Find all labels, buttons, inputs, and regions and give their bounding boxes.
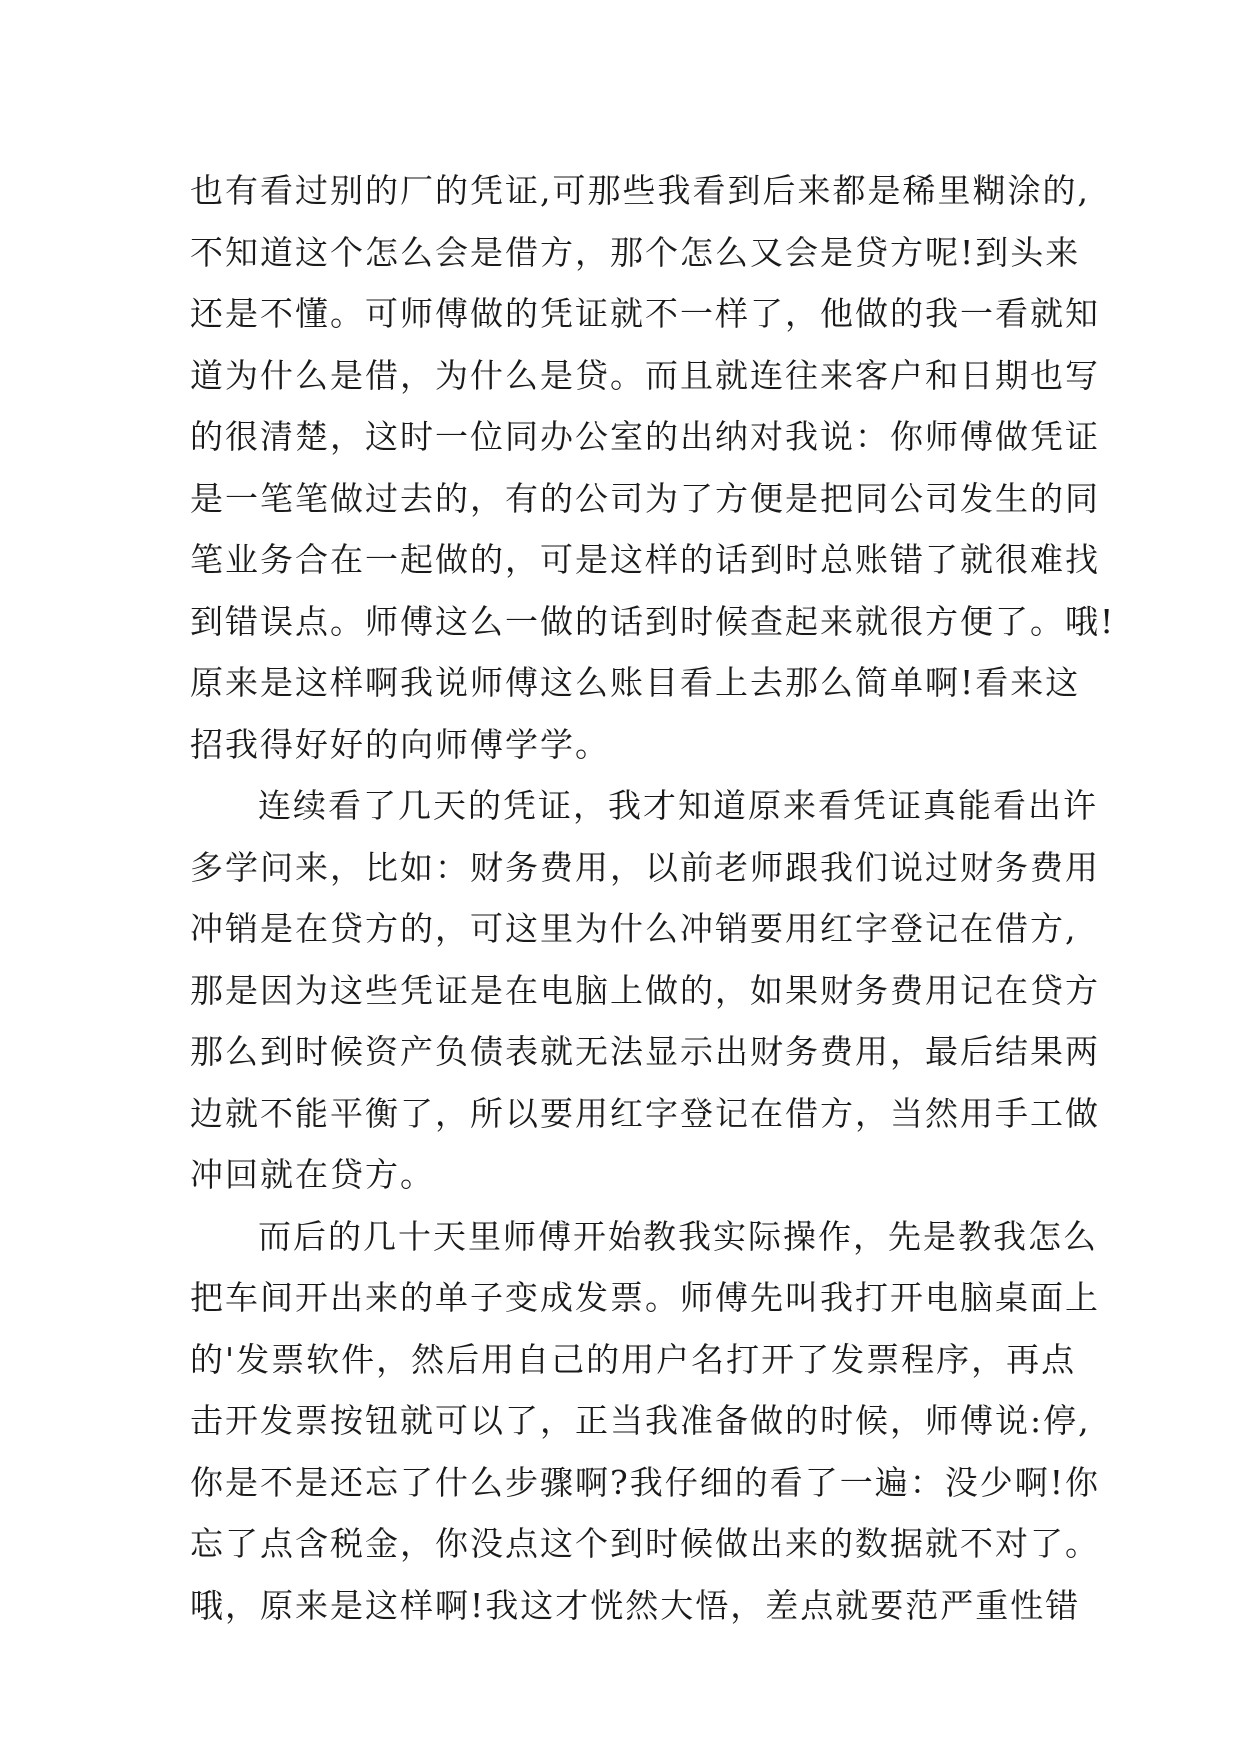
paragraph-2 (190, 775, 1100, 1206)
text-line: 多学问来，比如：财务费用，以前老师跟我们说过财务费用 (190, 847, 1100, 887)
text-line: 的很清楚，这时一位同办公室的出纳对我说：你师傅做凭证 (190, 417, 1100, 456)
paragraph-3 (190, 1206, 1100, 1637)
text-line: 你是不是还忘了什么步骤啊?我仔细的看了一遍：没少啊!你 (190, 1462, 1100, 1502)
text-line: 是一笔笔做过去的，有的公司为了方便是把同公司发生的同 (190, 478, 1100, 518)
text-line: 边就不能平衡了，所以要用红字登记在借方，当然用手工做 (190, 1093, 1100, 1133)
document-body (190, 160, 1116, 1636)
text-line: 还是不懂。可师傅做的凭证就不一样了，他做的我一看就知 (190, 294, 1100, 333)
text-line: 原来是这样啊我说师傅这么账目看上去那么简单啊!看来这 (190, 663, 1081, 702)
text-line: 招我得好好的向师傅学学。 (190, 724, 610, 764)
text-line: 把车间开出来的单子变成发票。师傅先叫我打开电脑桌面上 (190, 1278, 1100, 1317)
text-line: 笔业务合在一起做的，可是这样的话到时总账错了就很难找 (190, 540, 1100, 579)
paragraph-1 (190, 160, 1116, 775)
text-line: 而后的几十天里师傅开始教我实际操作，先是教我怎么 (258, 1216, 1098, 1256)
text-line: 冲销是在贷方的，可这里为什么冲销要用红字登记在借方, (190, 909, 1078, 948)
text-line: 那是因为这些凭证是在电脑上做的，如果财务费用记在贷方 (190, 970, 1100, 1010)
text-line: 不知道这个怎么会是借方，那个怎么又会是贷方呢!到头来 (190, 232, 1081, 272)
text-line: 道为什么是借，为什么是贷。而且就连往来客户和日期也写 (190, 355, 1100, 395)
text-line: 那么到时候资产负债表就无法显示出财务费用，最后结果两 (190, 1032, 1100, 1071)
text-line: 的'发票软件，然后用自己的用户名打开了发票程序，再点 (190, 1339, 1077, 1379)
text-line: 哦，原来是这样啊!我这才恍然大悟，差点就要范严重性错 (190, 1585, 1081, 1625)
text-line: 冲回就在贷方。 (190, 1155, 435, 1194)
text-line: 忘了点含税金，你没点这个到时候做出来的数据就不对了。 (190, 1524, 1100, 1563)
text-line: 也有看过别的厂的凭证,可那些我看到后来都是稀里糊涂的, (190, 171, 1090, 210)
text-line: 连续看了几天的凭证，我才知道原来看凭证真能看出许 (258, 786, 1098, 825)
text-line: 到错误点。师傅这么一做的话到时候查起来就很方便了。哦! (190, 601, 1116, 641)
text-line: 击开发票按钮就可以了，正当我准备做的时候，师傅说:停, (190, 1401, 1091, 1440)
